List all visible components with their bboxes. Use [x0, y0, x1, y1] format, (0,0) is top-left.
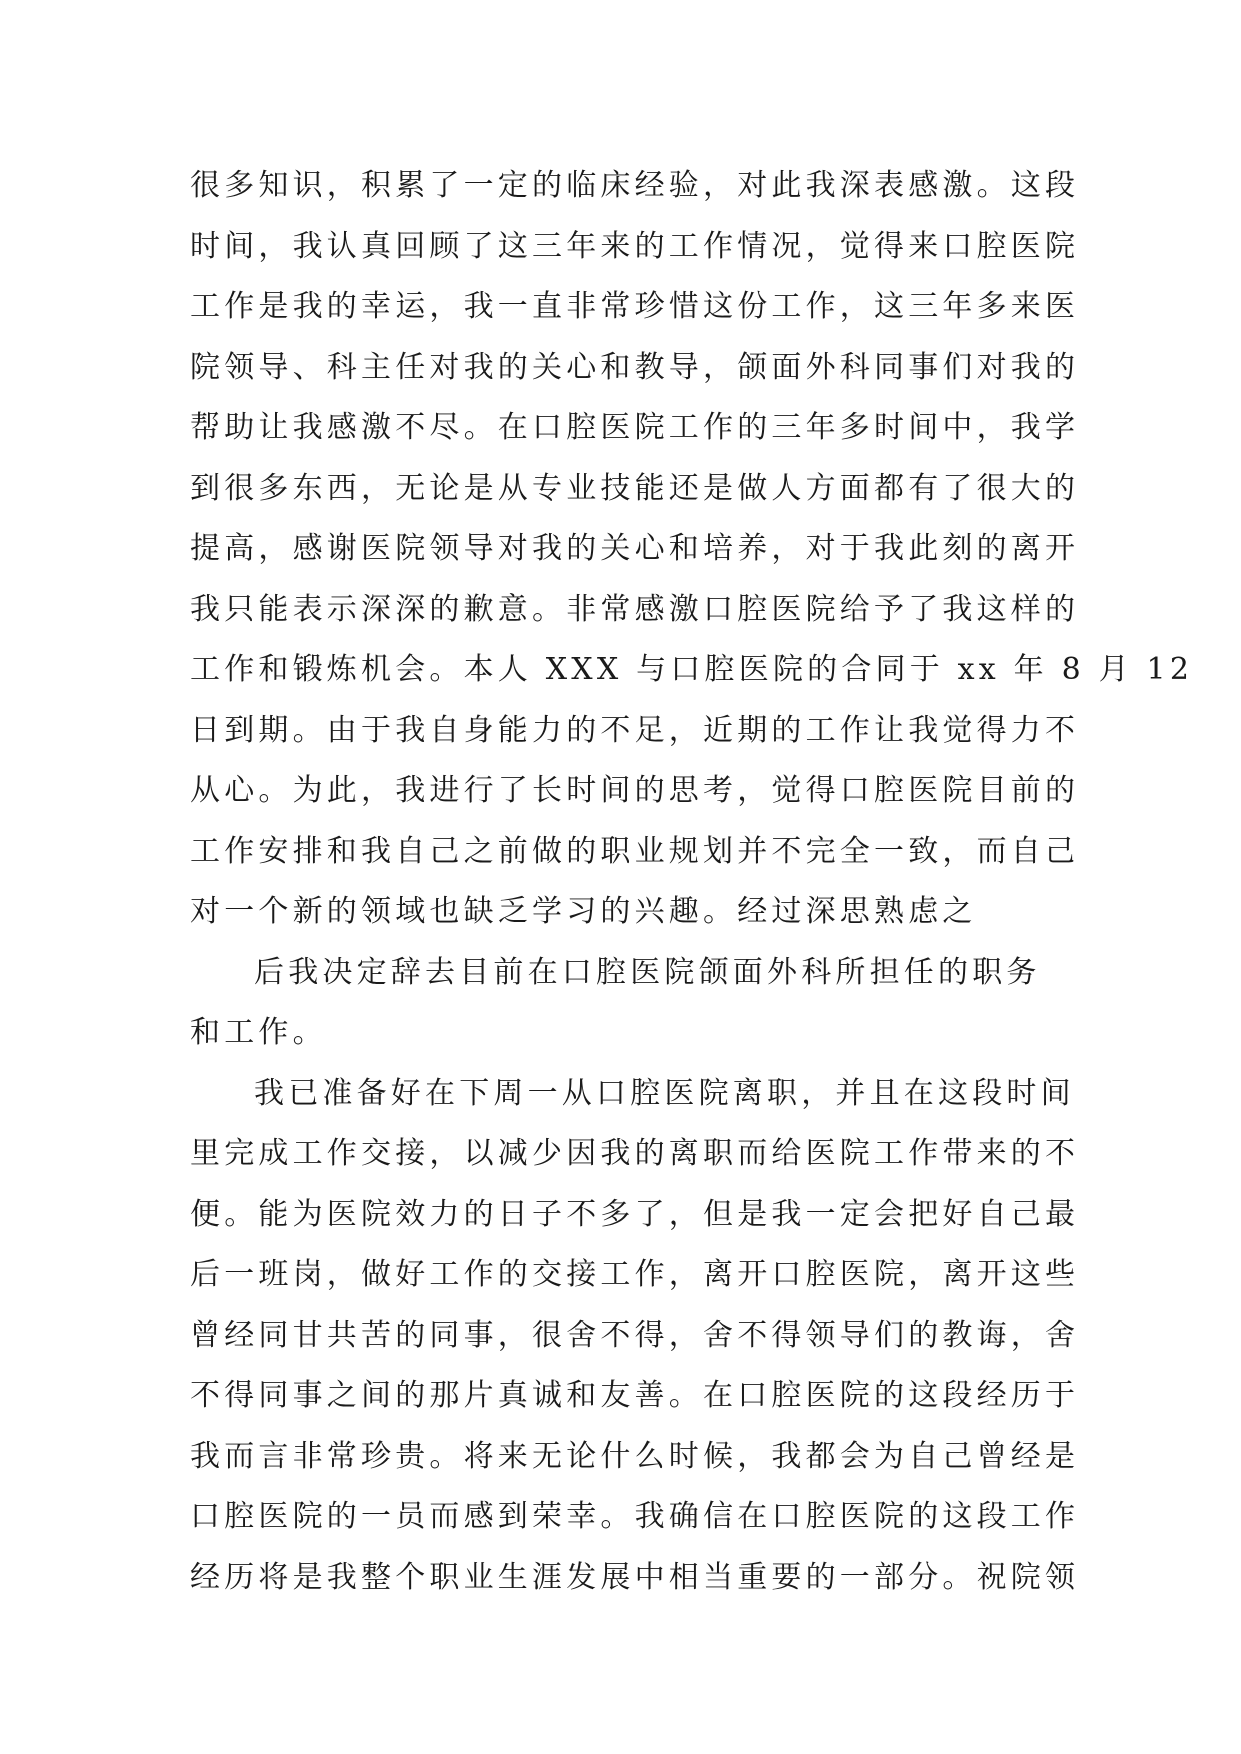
text-line: 从心。为此，我进行了长时间的思考，觉得口腔医院目前的 — [190, 773, 1080, 808]
text-line: 经历将是我整个职业生涯发展中相当重要的一部分。祝院领 — [190, 1559, 1080, 1595]
text-line: 工作是我的幸运，我一直非常珍惜这份工作，这三年多来医 — [190, 289, 1080, 324]
text-line: 日到期。由于我自身能力的不足，近期的工作让我觉得力不 — [190, 712, 1080, 748]
text-line: 曾经同甘共苦的同事，很舍不得，舍不得领导们的教诲，舍 — [190, 1317, 1080, 1353]
text-line: 里完成工作交接，以减少因我的离职而给医院工作带来的不 — [190, 1136, 1080, 1171]
text-line: 口腔医院的一员而感到荣幸。我确信在口腔医院的这段工作 — [190, 1499, 1080, 1534]
text-line: 后我决定辞去目前在口腔医院颌面外科所担任的职务 — [254, 954, 1041, 990]
text-line: 院领导、科主任对我的关心和教导，颌面外科同事们对我的 — [190, 349, 1080, 385]
text-line: 时间，我认真回顾了这三年来的工作情况，觉得来口腔医院 — [190, 228, 1080, 264]
text-line: 和工作。 — [190, 1015, 327, 1050]
text-line: 对一个新的领域也缺乏学习的兴趣。经过深思熟虑之 — [190, 894, 977, 929]
text-line: 到很多东西，无论是从专业技能还是做人方面都有了很大的 — [190, 470, 1080, 506]
text-line: 工作和锻炼机会。本人 XXX 与口腔医院的合同于 xx 年 8 月 12 — [190, 652, 1194, 687]
text-line: 后一班岗，做好工作的交接工作，离开口腔医院，离开这些 — [190, 1257, 1080, 1292]
text-line: 帮助让我感激不尽。在口腔医院工作的三年多时间中，我学 — [190, 410, 1080, 445]
text-line: 便。能为医院效力的日子不多了，但是我一定会把好自己最 — [190, 1196, 1080, 1232]
text-line: 提高，感谢医院领导对我的关心和培养，对于我此刻的离开 — [190, 531, 1080, 566]
text-line: 很多知识，积累了一定的临床经验，对此我深表感激。这段 — [190, 168, 1080, 203]
text-line: 我而言非常珍贵。将来无论什么时候，我都会为自己曾经是 — [190, 1438, 1080, 1474]
body-text — [190, 156, 1194, 1608]
text-line: 我已准备好在下周一从口腔医院离职，并且在这段时间 — [254, 1075, 1075, 1111]
text-line: 工作安排和我自己之前做的职业规划并不完全一致，而自己 — [190, 833, 1080, 869]
text-line: 不得同事之间的那片真诚和友善。在口腔医院的这段经历于 — [190, 1378, 1080, 1413]
text-line: 我只能表示深深的歉意。非常感激口腔医院给予了我这样的 — [190, 591, 1080, 627]
